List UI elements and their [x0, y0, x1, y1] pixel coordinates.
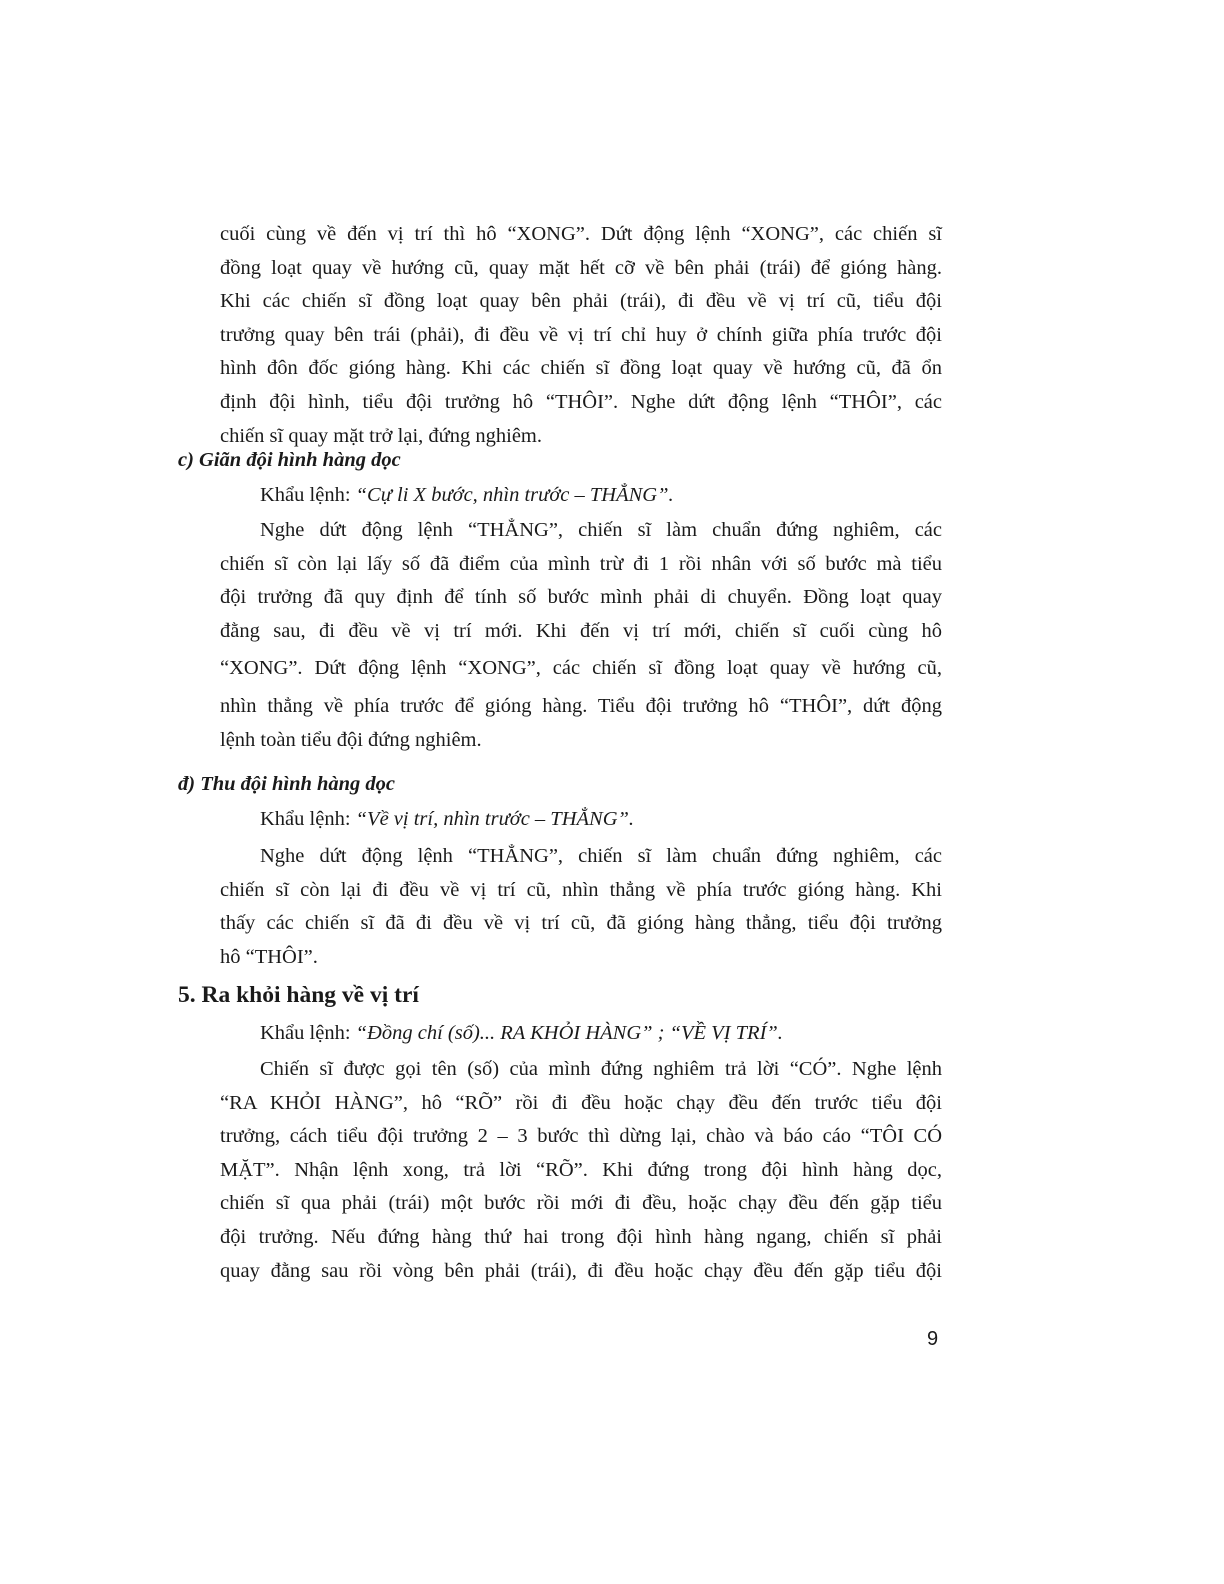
section-heading-d: đ) Thu đội hình hàng dọc	[178, 773, 396, 795]
command-text: “Đồng chí (số)... RA KHỎI HÀNG” ; “VỀ VỊ TRÍ”.	[355, 1022, 783, 1044]
text-line: cuối cùng về đến vị trí thì hô “XONG”. Dứt động lệnh “XONG”, các chiến sĩ	[220, 223, 942, 245]
text-line: thấy các chiến sĩ đã đi đều về vị trí cũ, đã gióng hàng thẳng, tiểu đội trưởng	[220, 912, 942, 935]
text-line: chiến sĩ còn lại lấy số đã điểm của mình trừ đi 1 rồi nhân với số bước mà tiểu	[220, 552, 942, 575]
page-number: 9	[927, 1328, 939, 1350]
text-line: “XONG”. Dứt động lệnh “XONG”, các chiến sĩ đồng loạt quay về hướng cũ,	[220, 657, 942, 680]
text-line: “RA KHỎI HÀNG”, hô “RÕ” rồi đi đều hoặc chạy đều đến trước tiểu đội	[220, 1091, 942, 1114]
text-line: chiến sĩ quay mặt trở lại, đứng nghiêm.	[220, 424, 542, 447]
command-label: Khẩu lệnh:	[260, 808, 356, 830]
section-heading-5: 5. Ra khỏi hàng về vị trí	[178, 982, 419, 1008]
text-line: trưởng quay bên trái (phải), đi đều về vị trí chỉ huy ở chính giữa phía trước đội	[220, 323, 942, 346]
text-line: chiến sĩ còn lại đi đều về vị trí cũ, nhìn thẳng về phía trước gióng hàng. Khi	[220, 878, 942, 901]
text-line: Nghe dứt động lệnh “THẲNG”, chiến sĩ làm chuẩn đứng nghiêm, các	[260, 519, 942, 541]
command-line-5	[260, 1018, 783, 1048]
text-line: trưởng, cách tiểu đội trưởng 2 – 3 bước thì dừng lại, chào và báo cáo “TÔI CÓ	[220, 1125, 942, 1148]
text-line: chiến sĩ qua phải (trái) một bước rồi mới đi đều, hoặc chạy đều đến gặp tiểu	[220, 1192, 942, 1215]
text-line: nhìn thẳng về phía trước để gióng hàng. Tiểu đội trưởng hô “THÔI”, dứt động	[220, 694, 942, 717]
text-line: Chiến sĩ được gọi tên (số) của mình đứng nghiêm trả lời “CÓ”. Nghe lệnh	[260, 1058, 942, 1080]
text-line: Khi các chiến sĩ đồng loạt quay bên phải (trái), đi đều về vị trí cũ, tiểu đội	[220, 290, 942, 313]
text-line: đội trưởng. Nếu đứng hàng thứ hai trong đội hình hàng ngang, chiến sĩ phải	[220, 1225, 942, 1248]
command-label: Khẩu lệnh:	[260, 1022, 356, 1044]
text-line: định đội hình, tiểu đội trưởng hô “THÔI”. Nghe dứt động lệnh “THÔI”, các	[220, 390, 942, 413]
text-line: quay đằng sau rồi vòng bên phải (trái), đi đều hoặc chạy đều đến gặp tiểu đội	[220, 1259, 942, 1282]
paragraph-5	[220, 1053, 942, 1288]
section-heading-c: c) Giãn đội hình hàng dọc	[178, 449, 401, 471]
text-line: đồng loạt quay về hướng cũ, quay mặt hết cỡ về bên phải (trái) để gióng hàng.	[220, 256, 942, 279]
paragraph-d	[220, 840, 942, 974]
text-line: Nghe dứt động lệnh “THẲNG”, chiến sĩ làm chuẩn đứng nghiêm, các	[260, 845, 942, 867]
text-line: đội trưởng đã quy định để tính số bước mình phải di chuyển. Đồng loạt quay	[220, 586, 942, 609]
text-line: lệnh toàn tiểu đội đứng nghiêm.	[220, 728, 482, 751]
command-text: “Cự li X bước, nhìn trước – THẲNG”.	[355, 484, 674, 506]
command-label: Khẩu lệnh:	[260, 484, 356, 506]
text-line: hô “THÔI”.	[220, 945, 318, 968]
text-line: đằng sau, đi đều về vị trí mới. Khi đến vị trí mới, chiến sĩ cuối cùng hô	[220, 619, 942, 642]
paragraph-continuation	[220, 218, 942, 453]
command-line-d	[260, 804, 634, 834]
text-line: MẶT”. Nhận lệnh xong, trả lời “RÕ”. Khi đứng trong đội hình hàng dọc,	[220, 1158, 942, 1181]
text-line: hình đôn đốc gióng hàng. Khi các chiến sĩ đồng loạt quay về hướng cũ, đã ổn	[220, 357, 942, 380]
command-line-c	[260, 480, 674, 510]
paragraph-c	[220, 514, 942, 757]
command-text: “Về vị trí, nhìn trước – THẲNG”.	[355, 808, 635, 830]
